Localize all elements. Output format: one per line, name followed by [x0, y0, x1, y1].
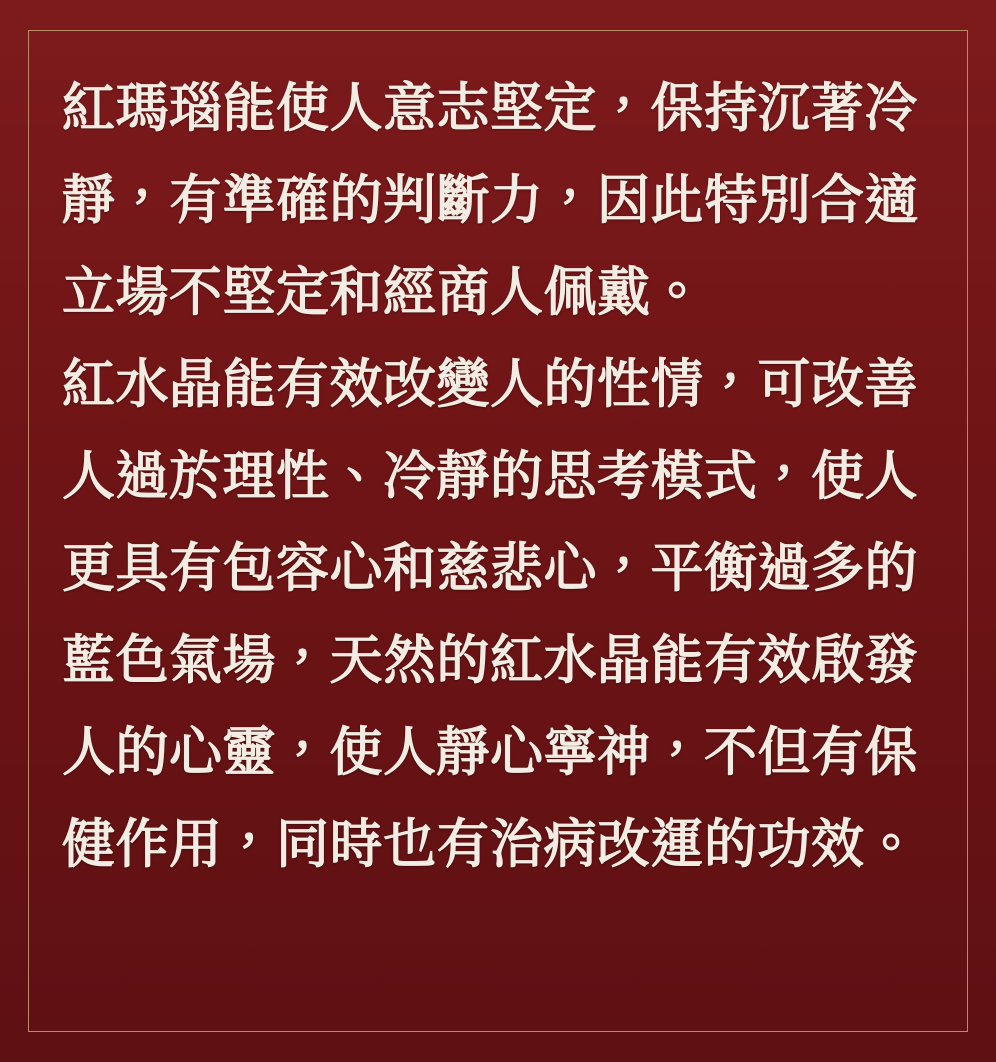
- article-text: [62, 62, 942, 1002]
- paragraph-1: 紅瑪瑙能使人意志堅定，保持沉著冷靜，有準確的判斷力，因此特別合適立場不堅定和經商人佩戴。: [62, 77, 918, 323]
- paragraph-2: 紅水晶能有效改變人的性情，可改善人過於理性、冷靜的思考模式，使人更具有包容心和慈悲心，平衡過多的藍色氣場，天然的紅水晶能有效啟發人的心靈，使人靜心寧神，不但有保健作用，同時也有治病改運的功效。: [62, 353, 918, 875]
